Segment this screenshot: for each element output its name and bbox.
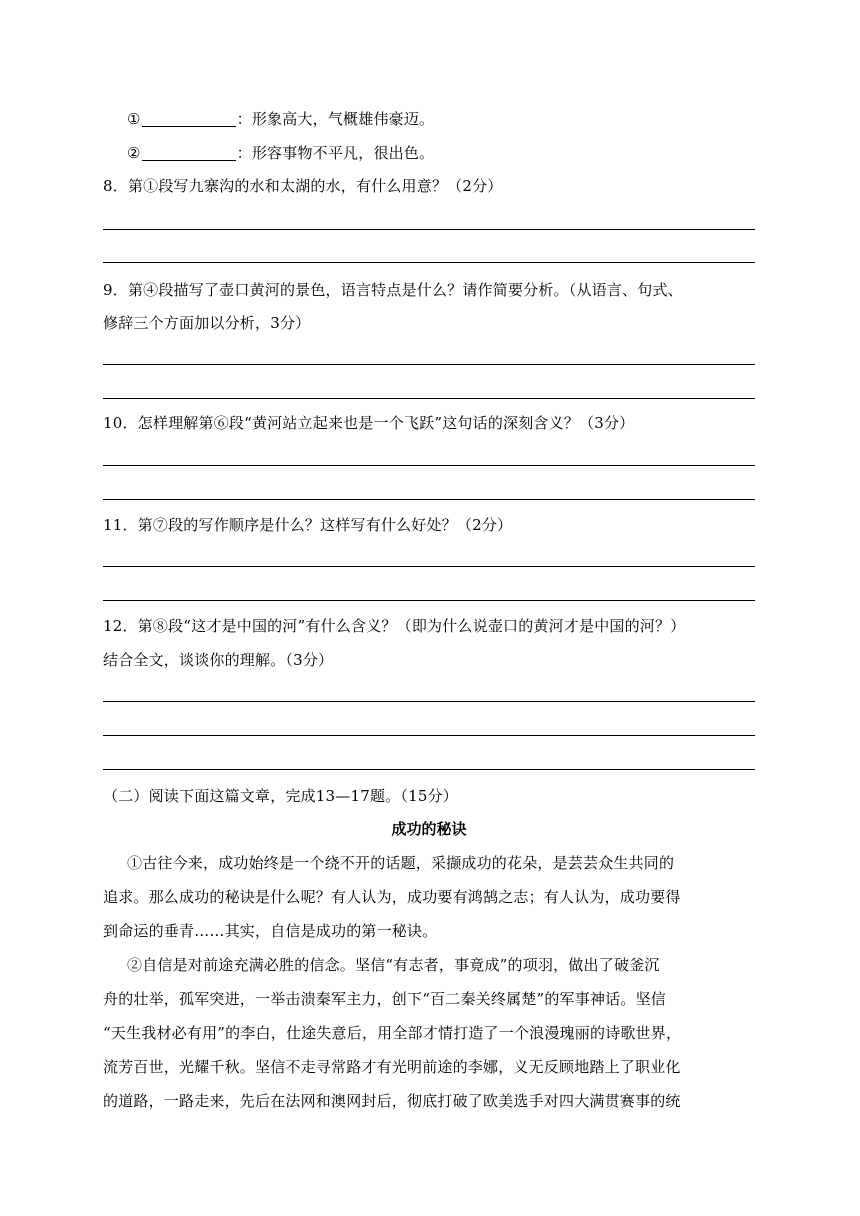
- paragraph-1-line-1: ①古往今来，成功始终是一个绕不开的话题，采撷成功的花朵，是芸芸众生共同的: [127, 854, 675, 872]
- section-2-intro: （二）阅读下面这篇文章，完成13—17题。（15分）: [103, 787, 458, 805]
- answer-line[interactable]: [103, 566, 755, 567]
- answer-line[interactable]: [103, 600, 755, 601]
- paragraph-1-line-2: 追求。那么成功的秘诀是什么呢？有人认为，成功要有鸿鹄之志；有人认为，成功要得: [103, 888, 681, 906]
- question-9-line-2: 修辞三个方面加以分析，3分）: [103, 314, 311, 332]
- vocab-item-2-definition: ：形容事物不平凡，很出色。: [236, 144, 435, 162]
- question-10: 10．怎样理解第⑥段“黄河站立起来也是一个飞跃”这句话的深刻含义？（3分）: [103, 414, 635, 432]
- vocab-item-1: [127, 108, 755, 130]
- vocab-item-1-definition: ：形象高大，气概雄伟豪迈。: [236, 110, 435, 128]
- answer-line[interactable]: [103, 364, 755, 365]
- answer-line[interactable]: [103, 229, 755, 230]
- article-title: 成功的秘诀: [391, 820, 467, 838]
- answer-line[interactable]: [103, 398, 755, 399]
- paragraph-2-line-5: 的道路，一路走来，先后在法网和澳网封后，彻底打破了欧美选手对四大满贯赛事的统: [103, 1092, 681, 1110]
- vocab-item-1-marker: ①: [127, 110, 141, 128]
- vocab-item-1-blank[interactable]: [142, 111, 236, 127]
- question-9-line-1: 9．第④段描写了壶口黄河的景色，语言特点是什么？请作简要分析。（从语言、句式、: [103, 281, 683, 299]
- question-8: 8．第①段写九寨沟的水和太湖的水，有什么用意？（2分）: [103, 177, 503, 195]
- answer-line[interactable]: [103, 701, 755, 702]
- vocab-item-2-blank[interactable]: [142, 145, 236, 161]
- paragraph-1-line-3: 到命运的垂青……其实，自信是成功的第一秘诀。: [103, 922, 438, 940]
- answer-line[interactable]: [103, 769, 755, 770]
- question-11: 11．第⑦段的写作顺序是什么？这样写有什么好处？（2分）: [103, 516, 513, 534]
- question-12-line-1: 12．第⑧段“这才是中国的河”有什么含义？（即为什么说壶口的黄河才是中国的河？）: [103, 617, 686, 635]
- paragraph-2-line-2: 舟的壮举，孤军突进，一举击溃秦军主力，创下“百二秦关终属楚”的军事神话。坚信: [103, 990, 666, 1008]
- paragraph-2-line-1: ②自信是对前途充满必胜的信念。坚信“有志者，事竟成”的项羽，做出了破釜沉: [127, 956, 660, 974]
- answer-line[interactable]: [103, 499, 755, 500]
- vocab-item-2-marker: ②: [127, 144, 141, 162]
- paragraph-2-line-4: 流芳百世，光耀千秋。坚信不走寻常路才有光明前途的李娜，义无反顾地踏上了职业化: [103, 1058, 681, 1076]
- answer-line[interactable]: [103, 735, 755, 736]
- answer-line[interactable]: [103, 262, 755, 263]
- answer-line[interactable]: [103, 465, 755, 466]
- vocab-item-2: [127, 142, 755, 164]
- paragraph-2-line-3: “天生我材必有用”的李白，仕途失意后，用全部才情打造了一个浪漫瑰丽的诗歌世界，: [103, 1024, 682, 1042]
- question-12-line-2: 结合全文，谈谈你的理解。（3分）: [103, 651, 334, 669]
